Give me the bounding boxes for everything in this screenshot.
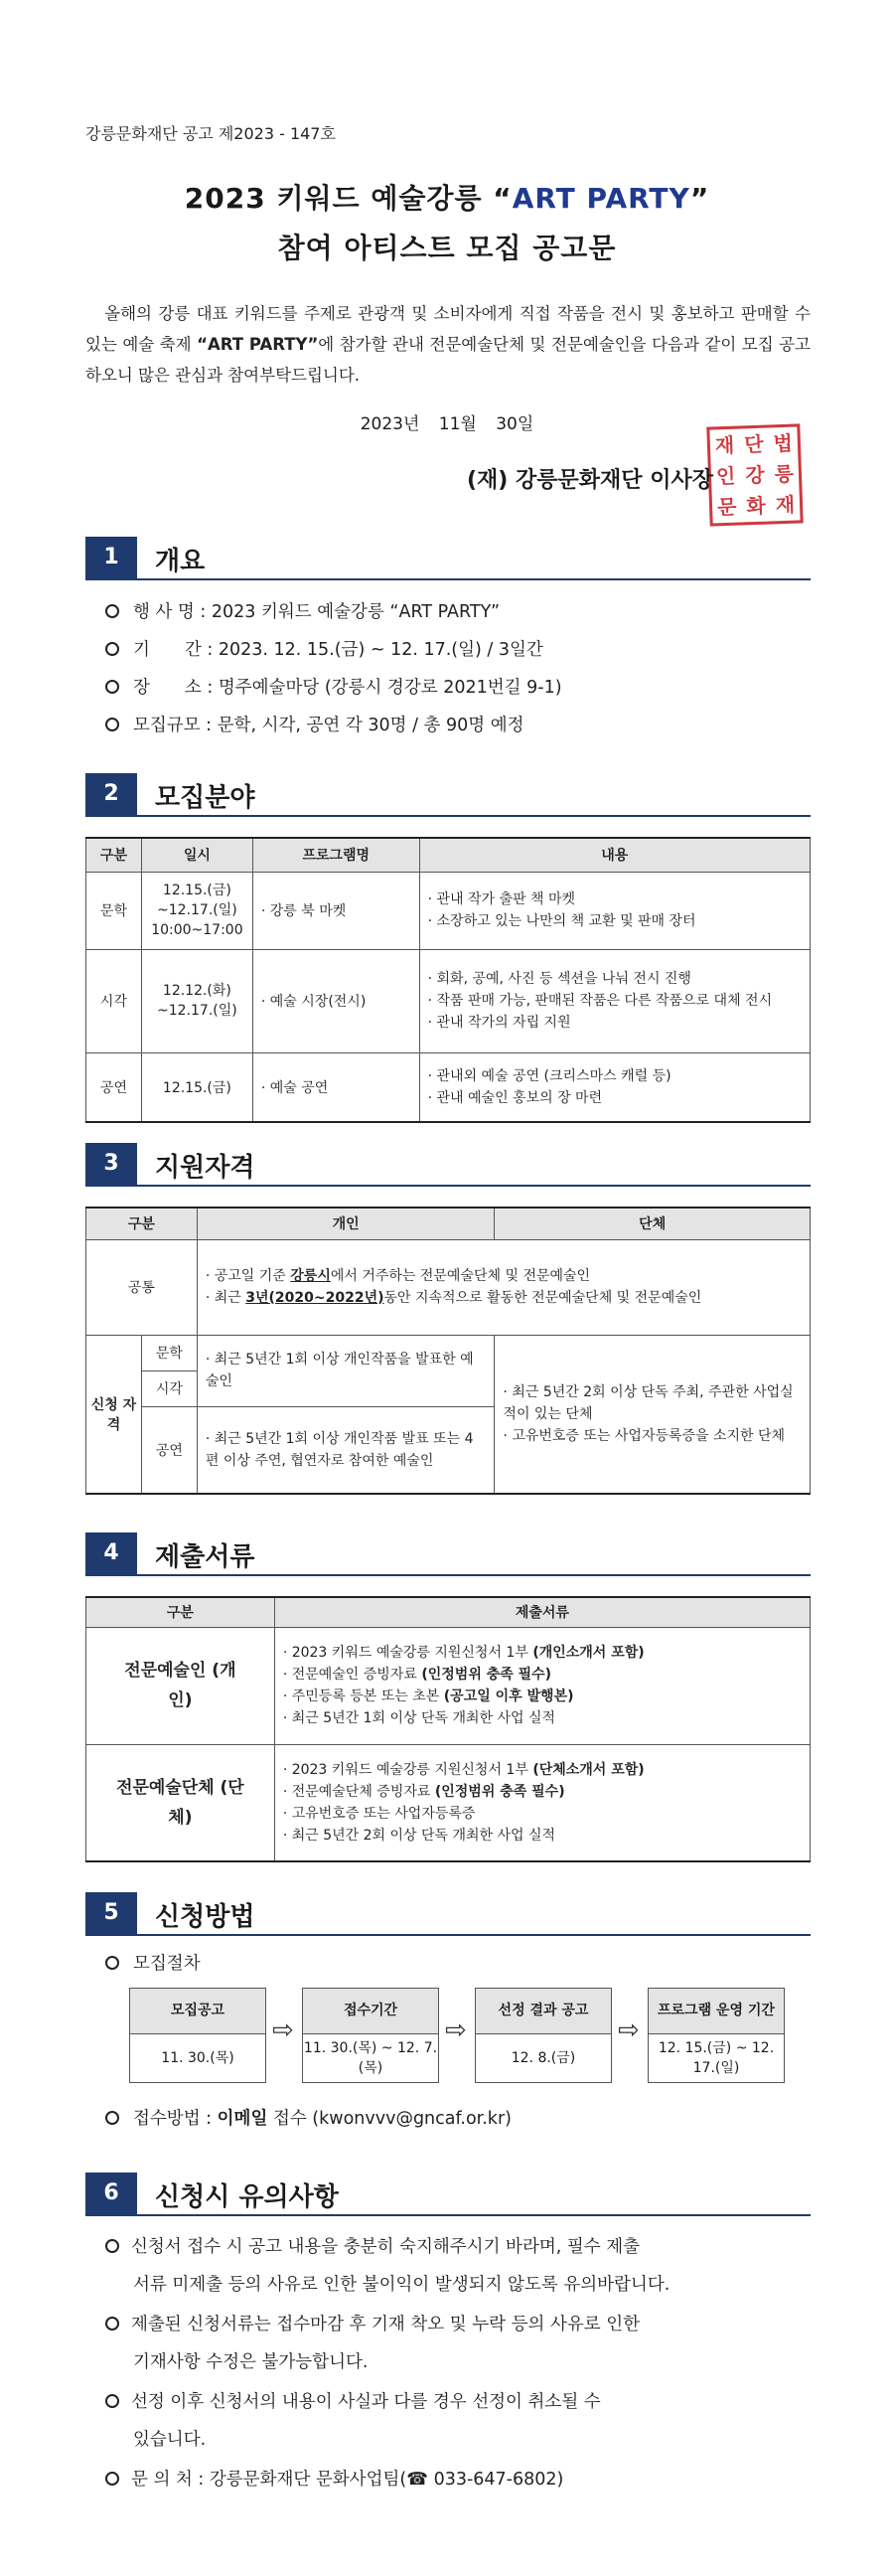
notice-date: 2023년 11월 30일 bbox=[360, 414, 534, 434]
table-row: 시각 12.12.(화) ~12.17.(일) · 예술 시장(전시) · 회화, 공예, 사진 등 섹션을 나눠 전시 진행 · 작품 판매 가능, 판매된 작품은 다른 작품으로 대체 전시 · 관내 작가의 자립 지원 bbox=[86, 949, 811, 1052]
page-subtitle: 참여 아티스트 모집 공고문 bbox=[277, 232, 617, 264]
contact-info: 문 의 처 : 강릉문화재단 문화사업팀(☎ 033-647-6802) bbox=[105, 2461, 820, 2498]
apply-method: 접수방법 : 이메일 접수 (kwonvvv@gncaf.or.kr) bbox=[105, 2105, 512, 2130]
documents-table: 구분 제출서류 전문예술인 (개인) · 2023 키워드 예술강릉 지원신청서 1부 (개인소개서 포함) · 전문예술인 증빙자료 (인정범위 충족 필수) · 주민등록 등본 또는 초본 (공고일 이후 발행본) · 최근 5년간 1회 이상 단독 개최한 사업 실적 전문예술단체 (단체) · 2023 키워드 예술강릉 지원신청서 1부 (단체소개서 포함) · 전문예술단체 증빙자료 (인정범위 충족 필수) · 고유번호증 또는 사업자등록증 · 최근 5년간 2회 이상 단독 개최한 사업 실적 bbox=[85, 1596, 811, 1862]
circle-bullet-icon bbox=[105, 680, 119, 694]
circle-bullet-icon bbox=[105, 2394, 119, 2408]
table-row: 공통 · 공고일 기준 강릉시에서 거주하는 전문예술단체 및 전문예술인 · 최근 3년(2020~2022년)동안 지속적으로 활동한 전문예술단체 및 전문예술인 bbox=[86, 1239, 811, 1335]
overview-scale: 모집규모 : 문학, 시각, 공연 각 30명 / 총 90명 예정 bbox=[105, 712, 524, 736]
official-seal: 재 단 법 인 강 릉 문 화 재 bbox=[706, 423, 803, 526]
intro-paragraph: 올해의 강릉 대표 키워드를 주제로 관광객 및 소비자에게 직접 작품을 전시 및 홍보하고 판매할 수 있는 예술 축제 “ART PARTY”에 참가할 관내 전문예술단체 및 전문예술인을 다음과 같이 모집 공고하오니 많은 관심과 참여부탁드립니다. bbox=[85, 304, 811, 385]
section-number: 6 bbox=[85, 2173, 137, 2214]
circle-bullet-icon bbox=[105, 2472, 119, 2486]
section-header-overview bbox=[85, 537, 811, 580]
table-row: 전문예술인 (개인) · 2023 키워드 예술강릉 지원신청서 1부 (개인소개서 포함) · 전문예술인 증빙자료 (인정범위 충족 필수) · 주민등록 등본 또는 초본 (공고일 이후 발행본) · 최근 5년간 1회 이상 단독 개최한 사업 실적 bbox=[86, 1627, 811, 1744]
section-title: 지원자격 bbox=[155, 1153, 255, 1183]
qualifications-table: 구분 개인 단체 공통 · 공고일 기준 강릉시에서 거주하는 전문예술단체 및 전문예술인 · 최근 3년(2020~2022년)동안 지속적으로 활동한 전문예술단체 및 전문예술인 신청 자격 문학 · 최근 5년간 1회 이상 개인작품을 발표한 예술인 · 최근 5년간 2회 이상 단독 주최, 주관한 사업실적이 있는 단체 · 고유번호증 또는 사업자등록증을 소지한 단체 시각 공연 · 최근 5년간 1회 이상 개인작품 발표 또는 4편 이상 주연, 협연자로 참여한 예술인 bbox=[85, 1207, 811, 1495]
title-accent: ART PARTY bbox=[512, 182, 690, 215]
circle-bullet-icon bbox=[105, 718, 119, 731]
section-header-apply bbox=[85, 1892, 811, 1936]
table-row: 신청 자격 문학 · 최근 5년간 1회 이상 개인작품을 발표한 예술인 · 최근 5년간 2회 이상 단독 주최, 주관한 사업실적이 있는 단체 · 고유번호증 또는 사업자등록증을 소지한 단체 bbox=[86, 1335, 811, 1370]
section-header-notes bbox=[85, 2173, 811, 2216]
arrow-right-icon: ⇨ bbox=[272, 2015, 294, 2045]
notice-number: 강릉문화재단 공고 제2023 - 147호 bbox=[85, 124, 336, 143]
table-row: 공연 12.15.(금) · 예술 공연 · 관내외 예술 공연 (크리스마스 캐럴 등) · 관내 예술인 홍보의 장 마련 bbox=[86, 1052, 811, 1122]
table-row: 시각 bbox=[86, 1370, 811, 1406]
section-number: 3 bbox=[85, 1143, 137, 1185]
fields-table: 구분 일시 프로그램명 내용 문학 12.15.(금) ~12.17.(일) 10:00~17:00 · 강릉 북 마켓 · 관내 작가 출판 책 마켓 · 소장하고 있는 나만의 책 교환 및 판매 장터 시각 12.12.(화) ~12.17.(일) · 예술 시장(전시) · 회화, 공예, 사진 등 섹션을 나눠 전시 진행 · 작품 판매 가능, 판매된 작품은 다른 작품으로 대체 전시 · 관내 작가의 자립 지원 공연 12.15.(금) · 예술 공연 · 관내외 예술 공연 (크리스마스 캐럴 등) · 관내 예술인 홍보의 장 마련 bbox=[85, 837, 811, 1123]
flow-step: 접수기간 11. 30.(목) ~ 12. 7.(목) bbox=[302, 1988, 439, 2083]
note-item: 신청서 접수 시 공고 내용을 충분히 숙지해주시기 바라며, 필수 제출 서류 미제출 등의 사유로 인한 불이익이 발생되지 않도록 유의바랍니다. bbox=[105, 2228, 820, 2304]
flow-step: 선정 결과 공고 12. 8.(금) bbox=[475, 1988, 612, 2083]
section-title: 모집분야 bbox=[155, 783, 255, 813]
circle-bullet-icon bbox=[105, 604, 119, 618]
flow-step: 프로그램 운영 기간 12. 15.(금) ~ 12. 17.(일) bbox=[648, 1988, 785, 2083]
signature: (재) 강릉문화재단 이사장 bbox=[467, 468, 713, 493]
arrow-right-icon: ⇨ bbox=[618, 2015, 640, 2045]
section-title: 신청시 유의사항 bbox=[155, 2182, 339, 2212]
circle-bullet-icon bbox=[105, 642, 119, 656]
note-item: 제출된 신청서류는 접수마감 후 기재 착오 및 누락 등의 사유로 인한 기재사항 수정은 불가능합니다. bbox=[105, 2306, 820, 2381]
section-number: 2 bbox=[85, 773, 137, 815]
section-number: 5 bbox=[85, 1892, 137, 1934]
overview-place: 장 소 : 명주예술마당 (강릉시 경강로 2021번길 9-1) bbox=[105, 674, 562, 699]
section-title: 개요 bbox=[155, 547, 206, 576]
section-header-qualifications bbox=[85, 1143, 811, 1187]
table-row: 공연 · 최근 5년간 1회 이상 개인작품 발표 또는 4편 이상 주연, 협연자로 참여한 예술인 bbox=[86, 1406, 811, 1494]
section-header-fields bbox=[85, 773, 811, 817]
section-title: 신청방법 bbox=[155, 1902, 255, 1932]
overview-event: 행 사 명 : 2023 키워드 예술강릉 “ART PARTY” bbox=[105, 598, 500, 623]
circle-bullet-icon bbox=[105, 2111, 119, 2125]
flow-step: 모집공고 11. 30.(목) bbox=[129, 1988, 266, 2083]
section-header-documents bbox=[85, 1532, 811, 1576]
arrow-right-icon: ⇨ bbox=[445, 2015, 467, 2045]
circle-bullet-icon bbox=[105, 2317, 119, 2331]
table-row: 전문예술단체 (단체) · 2023 키워드 예술강릉 지원신청서 1부 (단체소개서 포함) · 전문예술단체 증빙자료 (인정범위 충족 필수) · 고유번호증 또는 사업자등록증 · 최근 5년간 2회 이상 단독 개최한 사업 실적 bbox=[86, 1744, 811, 1861]
procedure-label: 모집절차 bbox=[105, 1950, 201, 1975]
section-title: 제출서류 bbox=[155, 1542, 255, 1572]
section-number: 4 bbox=[85, 1532, 137, 1574]
table-row: 문학 12.15.(금) ~12.17.(일) 10:00~17:00 · 강릉 북 마켓 · 관내 작가 출판 책 마켓 · 소장하고 있는 나만의 책 교환 및 판매 장터 bbox=[86, 872, 811, 949]
circle-bullet-icon bbox=[105, 1956, 119, 1970]
section-number: 1 bbox=[85, 537, 137, 578]
page-title: 2023 키워드 예술강릉 “ART PARTY” bbox=[184, 182, 710, 215]
circle-bullet-icon bbox=[105, 2239, 119, 2253]
overview-period: 기 간 : 2023. 12. 15.(금) ~ 12. 17.(일) / 3일간 bbox=[105, 636, 543, 661]
note-item: 선정 이후 신청서의 내용이 사실과 다를 경우 선정이 취소될 수 있습니다. bbox=[105, 2383, 820, 2459]
